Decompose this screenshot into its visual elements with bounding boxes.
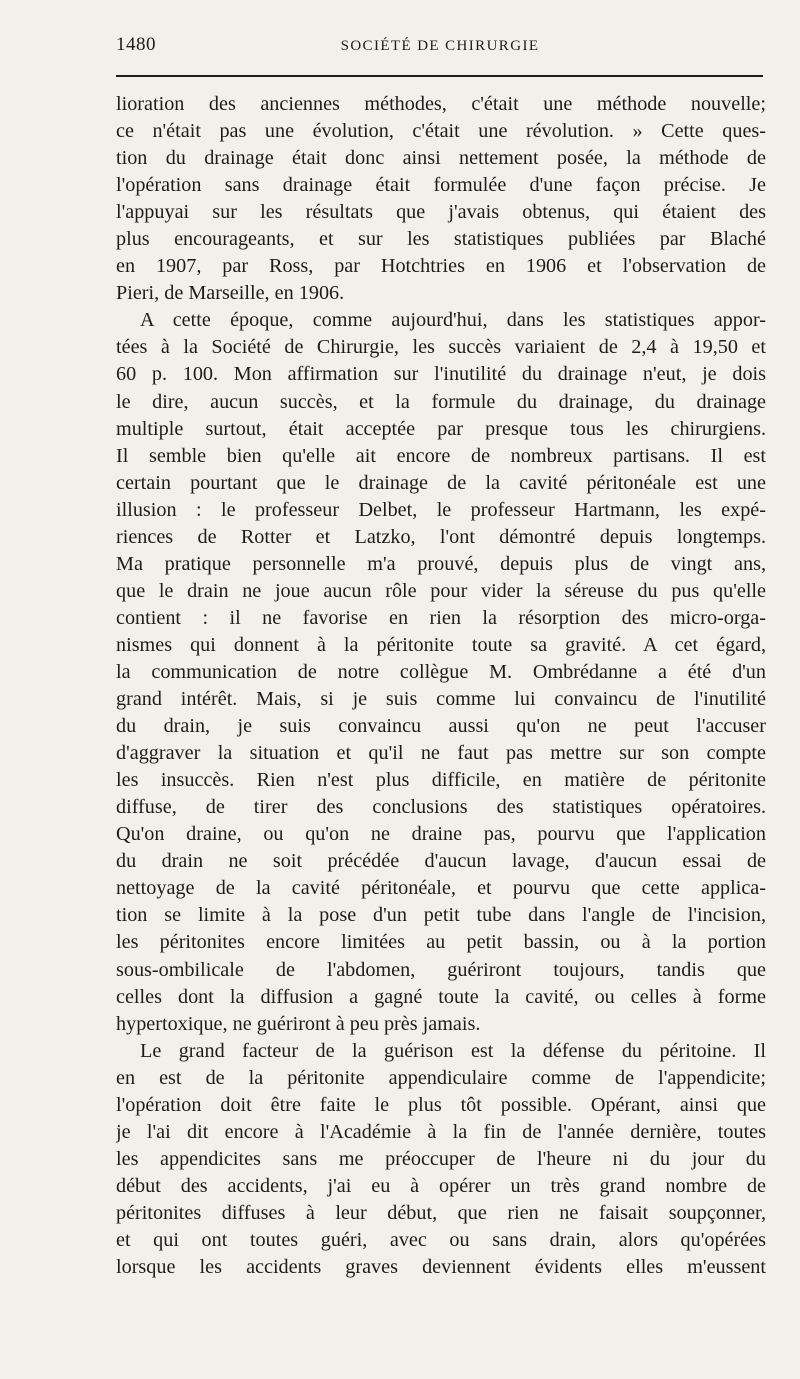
text-line: l'appuyai sur les résultats que j'avais obtenus, qui étaient des — [116, 201, 766, 224]
text-line: nettoyage de la cavité péritonéale, et pourvu que cette applica- — [116, 877, 766, 900]
text-line: riences de Rotter et Latzko, l'ont démontré depuis longtemps. — [116, 525, 766, 548]
text-line: je l'ai dit encore à l'Académie à la fin de l'année dernière, toutes — [116, 1120, 766, 1143]
text-line: 60 p. 100. Mon affirmation sur l'inutilité du drainage n'eut, je dois — [116, 363, 766, 386]
text-line: l'opération sans drainage était formulée d'une façon précise. Je — [116, 174, 766, 197]
running-title: SOCIÉTÉ DE CHIRURGIE — [340, 38, 540, 54]
text-line: celles dont la diffusion a gagné toute la cavité, ou celles à forme — [116, 985, 766, 1008]
text-line: grand intérêt. Mais, si je suis comme lui convaincu de l'inutilité — [116, 688, 766, 711]
text-line: tées à la Société de Chirurgie, les succès variaient de 2,4 à 19,50 et — [116, 336, 766, 359]
text-line: les péritonites encore limitées au petit bassin, ou à la portion — [116, 931, 766, 954]
text-line: sous-ombilicale de l'abdomen, guériront toujours, tandis que — [116, 958, 766, 981]
text-line: les insuccès. Rien n'est plus difficile, en matière de péritonite — [116, 769, 766, 792]
text-line: hypertoxique, ne guériront à peu près jamais. — [116, 1012, 481, 1035]
text-line: en 1907, par Ross, par Hotchtries en 1906 et l'observation de — [116, 255, 766, 278]
text-line: diffuse, de tirer des conclusions des statistiques opératoires. — [116, 796, 766, 819]
text-line: Il semble bien qu'elle ait encore de nombreux partisans. Il est — [116, 444, 766, 467]
text-line: multiple surtout, était acceptée par presque tous les chirurgiens. — [116, 417, 766, 440]
text-line: du drain, je suis convaincu aussi qu'on ne peut l'accuser — [116, 715, 766, 738]
body-text — [116, 91, 766, 1281]
text-line: certain pourtant que le drainage de la cavité péritonéale est une — [116, 471, 766, 494]
text-line: péritonites diffuses à leur début, que rien ne faisait soupçonner, — [116, 1201, 766, 1224]
text-line: le dire, aucun succès, et la formule du drainage, du drainage — [116, 390, 766, 413]
text-line: nismes qui donnent à la péritonite toute sa gravité. A cet égard, — [116, 633, 766, 656]
page-header — [116, 34, 764, 64]
text-line: lorsque les accidents graves deviennent évidents elles m'eussent — [116, 1256, 766, 1279]
text-line: du drain ne soit précédée d'aucun lavage, d'aucun essai de — [116, 850, 766, 873]
text-line: et qui ont toutes guéri, avec ou sans drain, alors qu'opérées — [116, 1228, 766, 1251]
text-line: illusion : le professeur Delbet, le professeur Hartmann, les expé- — [116, 498, 766, 521]
text-line: lioration des anciennes méthodes, c'était une méthode nouvelle; — [116, 93, 766, 115]
text-line: Qu'on draine, ou qu'on ne draine pas, pourvu que l'application — [116, 823, 766, 846]
text-line: tion se limite à la pose d'un petit tube dans l'angle de l'incision, — [116, 904, 766, 927]
text-line: la communication de notre collègue M. Ombrédanne a été d'un — [116, 660, 766, 683]
text-line: en est de la péritonite appendiculaire comme de l'appendicite; — [116, 1066, 766, 1089]
text-line: tion du drainage était donc ainsi nettement posée, la méthode de — [116, 147, 766, 170]
paragraph-start-line: A cette époque, comme aujourd'hui, dans les statistiques appor- — [140, 309, 766, 332]
text-line: que le drain ne joue aucun rôle pour vider la séreuse du pus qu'elle — [116, 579, 766, 602]
text-line: d'aggraver la situation et qu'il ne faut pas mettre sur son compte — [116, 742, 766, 765]
text-line: Ma pratique personnelle m'a prouvé, depuis plus de vingt ans, — [116, 552, 766, 575]
text-line: Pieri, de Marseille, en 1906. — [116, 282, 345, 305]
page-number: 1480 — [116, 34, 156, 55]
text-line: ce n'était pas une évolution, c'était une révolution. » Cette ques- — [116, 120, 766, 143]
text-line: début des accidents, j'ai eu à opérer un très grand nombre de — [116, 1174, 766, 1197]
text-line: les appendicites sans me préoccuper de l'heure ni du jour du — [116, 1147, 766, 1170]
text-line: plus encourageants, et sur les statistiques publiées par Blaché — [116, 228, 766, 251]
paragraph-start-line: Le grand facteur de la guérison est la défense du péritoine. Il — [140, 1039, 766, 1062]
text-line: contient : il ne favorise en rien la résorption des micro-orga- — [116, 606, 766, 629]
header-rule — [116, 75, 763, 77]
text-line: l'opération doit être faite le plus tôt possible. Opérant, ainsi que — [116, 1093, 766, 1116]
